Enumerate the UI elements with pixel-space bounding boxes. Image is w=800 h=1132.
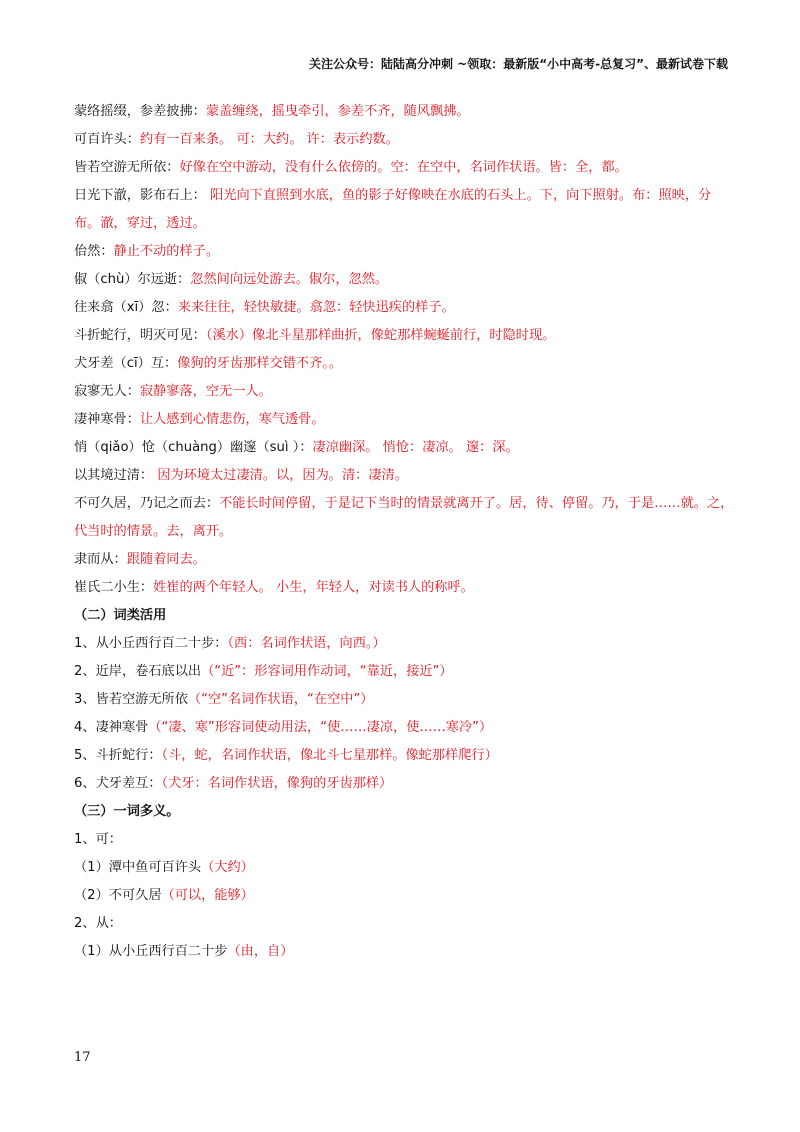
- line-explanation: （“空”名词作状语，“在空中”）: [187, 692, 374, 707]
- line-explanation: （犬牙：名词作状语，像狗的牙齿那样）: [161, 776, 393, 791]
- line-term: 皆若空游无所依：: [74, 160, 180, 175]
- line-explanation: 约有一百来条。 可：大约。 许：表示约数。: [139, 132, 399, 147]
- text-line: [74, 770, 734, 798]
- text-line: [74, 154, 734, 182]
- line-term: 1、从小丘西行百二十步：: [74, 636, 228, 651]
- text-line: [74, 630, 734, 658]
- line-term: 凄神寒骨：: [74, 412, 140, 427]
- line-term: 3、皆若空游无所依: [74, 692, 188, 707]
- line-term: 悄（qiǎo）怆（chuàng）幽邃（suì ）：: [74, 440, 313, 455]
- line-term: 寂寥无人：: [74, 384, 140, 399]
- line-term: 以其境过清：: [74, 468, 154, 483]
- text-line: [74, 826, 734, 854]
- line-term: 隶而从：: [74, 552, 127, 567]
- line-explanation: 像狗的牙齿那样交错不齐。。: [177, 356, 343, 371]
- text-line: [74, 490, 734, 546]
- line-explanation: 姓崔的两个年轻人。 小生，年轻人，对读书人的称呼。: [153, 580, 474, 595]
- line-explanation: 寂静寥落，空无一人。: [139, 384, 272, 399]
- line-term: 往来翕（xī）忽：: [74, 300, 178, 315]
- text-line: [74, 434, 734, 462]
- text-line: [74, 742, 734, 770]
- line-explanation: （由，自）: [227, 944, 294, 959]
- line-explanation: 让人感到心情悲伤，寒气透骨。: [139, 412, 325, 427]
- text-line: [74, 238, 734, 266]
- text-line: [74, 378, 734, 406]
- page-number: 17: [74, 1050, 91, 1065]
- line-explanation: 静止不动的样子。: [113, 244, 220, 259]
- line-explanation: 忽然间向远处游去。俶尔，忽然。: [190, 272, 389, 287]
- page-header: 关注公众号：陆陆高分冲刺 ~领取：最新版“小中高考-总复习”、最新试卷下载: [309, 57, 728, 71]
- line-explanation: 跟随着同去。: [126, 552, 206, 567]
- line-explanation: 阳光向下直照到水底，鱼的影子好像映在水底的石头上。下，向下照射。布：照映，分布。澈，穿过，透过。: [74, 188, 712, 231]
- section-title-2: （二）词类活用: [74, 608, 167, 623]
- line-term: 佁然：: [74, 244, 114, 259]
- text-line: [74, 462, 734, 490]
- text-line: [74, 406, 734, 434]
- text-line: [74, 266, 734, 294]
- line-explanation: （大约）: [201, 860, 254, 875]
- line-explanation: 凄凉幽深。 悄怆：凄凉。 邃：深。: [312, 440, 519, 455]
- text-line: [74, 882, 734, 910]
- line-term: 斗折蛇行，明灭可见：: [74, 328, 206, 343]
- line-explanation: （“凄、寒”形容词使动用法，“使……凄凉，使……寒冷”）: [148, 720, 493, 735]
- line-explanation: （可以，能够）: [161, 888, 254, 903]
- section-title-3: （三）一词多义。: [74, 804, 180, 819]
- line-term: 5、斗折蛇行：: [74, 748, 162, 763]
- line-explanation: （斗，蛇，名词作状语，像北斗七星那样。像蛇那样爬行）: [161, 748, 498, 763]
- line-term: （1）从小丘西行百二十步: [74, 944, 228, 959]
- text-line: [74, 658, 734, 686]
- text-line: [74, 350, 734, 378]
- line-explanation: 好像在空中游动，没有什么依傍的。空：在空中，名词作状语。皆：全，都。: [179, 160, 628, 175]
- line-term: 俶（chù）尔远逝：: [74, 272, 191, 287]
- text-line: [74, 574, 734, 602]
- text-line: [74, 546, 734, 574]
- line-term: 崔氏二小生：: [74, 580, 154, 595]
- line-explanation: （“近”：形容词用作动词，“靠近，接近”）: [201, 664, 453, 679]
- line-term: 6、犬牙差互：: [74, 776, 162, 791]
- text-line: [74, 126, 734, 154]
- line-explanation: （溪水）像北斗星那样曲折，像蛇那样蜿蜒前行，时隐时现。: [205, 328, 556, 343]
- polysemy-list: [74, 826, 734, 966]
- text-line: [74, 938, 734, 966]
- line-explanation: 不能长时间停留，于是记下当时的情景就离开了。居，待、停留。乃，于是……就。之，代当时的情景。去，离开。: [74, 496, 734, 539]
- text-line: [74, 910, 734, 938]
- text-line: [74, 854, 734, 882]
- text-line: [74, 686, 734, 714]
- line-term: 蒙络摇缀，参差披拂：: [74, 104, 206, 119]
- line-term: 不可久居，乃记之而去：: [74, 496, 220, 511]
- document-body: [74, 98, 734, 966]
- line-term: 可百许头：: [74, 132, 140, 147]
- line-term: （1）潭中鱼可百许头: [74, 860, 202, 875]
- line-term: 1、可：: [74, 832, 122, 847]
- line-explanation: 因为环境太过凄清。以，因为。清：凄清。: [153, 468, 408, 483]
- text-line: [74, 98, 734, 126]
- annotation-list: [74, 98, 734, 602]
- line-term: 2、从：: [74, 916, 122, 931]
- line-explanation: （西：名词作状语，向西。）: [227, 636, 386, 651]
- line-explanation: 来来往往，轻快敏捷。翕忽：轻快迅疾的样子。: [177, 300, 455, 315]
- line-term: 犬牙差（cī）互：: [74, 356, 178, 371]
- line-explanation: 蒙盖缠绕，摇曳牵引，参差不齐，随风飘拂。: [205, 104, 470, 119]
- word-usage-list: [74, 630, 734, 798]
- text-line: [74, 714, 734, 742]
- line-term: 4、凄神寒骨: [74, 720, 149, 735]
- line-term: 日光下澈，影布石上：: [74, 188, 206, 203]
- line-term: （2）不可久居: [74, 888, 162, 903]
- text-line: [74, 294, 734, 322]
- text-line: [74, 182, 734, 238]
- line-term: 2、近岸，卷石底以出: [74, 664, 202, 679]
- text-line: [74, 322, 734, 350]
